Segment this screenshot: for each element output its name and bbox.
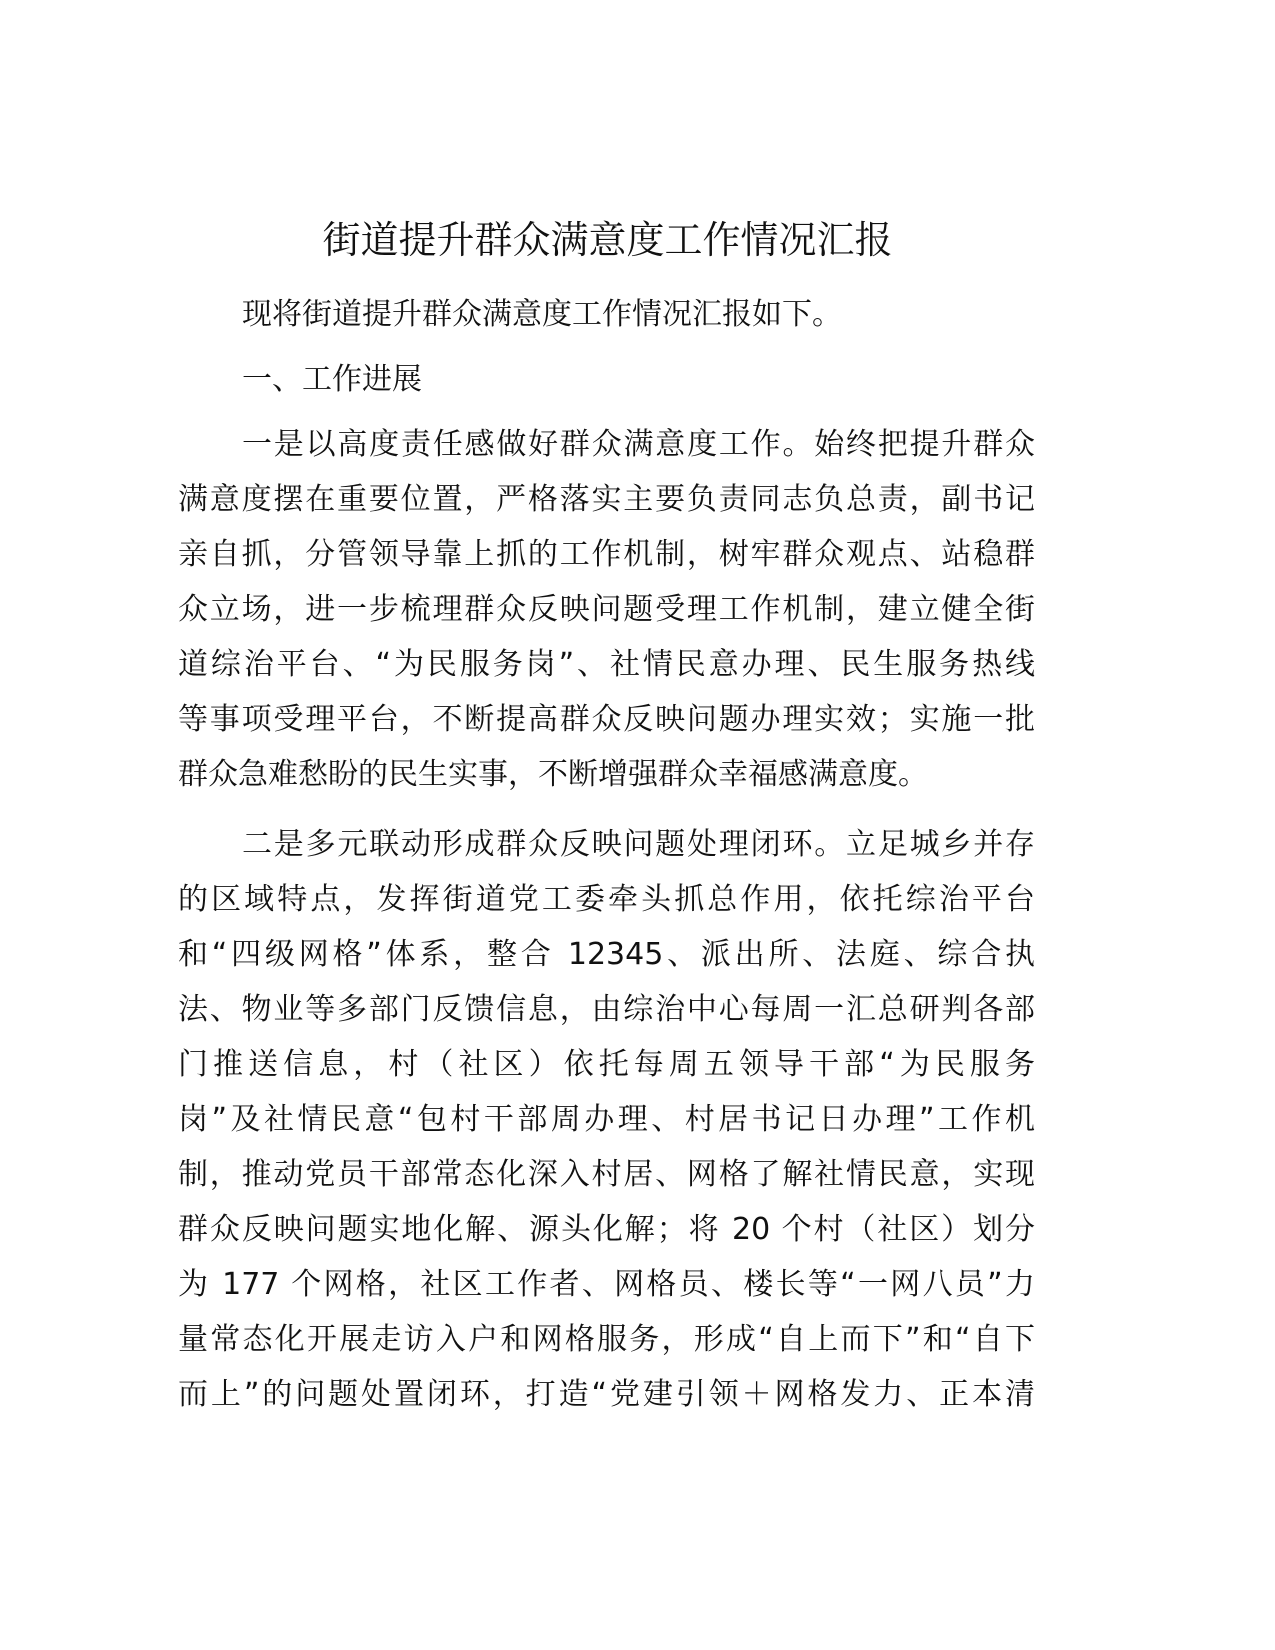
- paragraph-line: 量常态化开展走访入户和网格服务，形成“自上而下”和“自下: [178, 1322, 1035, 1357]
- paragraph-line: 众立场，进一步梳理群众反映问题受理工作机制，建立健全街: [178, 592, 1035, 627]
- paragraph-line: 门推送信息，村（社区）依托每周五领导干部“为民服务: [178, 1047, 1035, 1082]
- section-heading: 一、工作进展: [242, 362, 422, 397]
- paragraph-line: 为 177 个网格，社区工作者、网格员、楼长等“一网八员”力: [178, 1267, 1035, 1302]
- paragraph-line: 法、物业等多部门反馈信息，由综治中心每周一汇总研判各部: [178, 992, 1035, 1027]
- paragraph-line: 群众急难愁盼的民生实事，不断增强群众幸福感满意度。: [178, 757, 928, 792]
- paragraph-line: 的区域特点，发挥街道党工委牵头抓总作用，依托综治平台: [178, 882, 1035, 917]
- paragraph-line: 制，推动党员干部常态化深入村居、网格了解社情民意，实现: [178, 1157, 1035, 1192]
- paragraph-line: 等事项受理平台，不断提高群众反映问题办理实效；实施一批: [178, 702, 1035, 737]
- paragraph-line: 满意度摆在重要位置，严格落实主要负责同志负总责，副书记: [178, 482, 1035, 517]
- document-title: 街道提升群众满意度工作情况汇报: [322, 218, 893, 262]
- paragraph-line: 一是以高度责任感做好群众满意度工作。始终把提升群众: [242, 427, 1035, 462]
- paragraph-line: 道综治平台、“为民服务岗”、社情民意办理、民生服务热线: [178, 647, 1035, 682]
- paragraph-line: 亲自抓，分管领导靠上抓的工作机制，树牢群众观点、站稳群: [178, 537, 1035, 572]
- paragraph-line: 岗”及社情民意“包村干部周办理、村居书记日办理”工作机: [178, 1102, 1035, 1137]
- paragraph-line: 二是多元联动形成群众反映问题处理闭环。立足城乡并存: [242, 827, 1035, 862]
- paragraph-line: 群众反映问题实地化解、源头化解；将 20 个村（社区）划分: [178, 1212, 1035, 1247]
- paragraph-line: 而上”的问题处置闭环，打造“党建引领＋网格发力、正本清: [178, 1377, 1035, 1412]
- paragraph-line: 和“四级网格”体系，整合 12345、派出所、法庭、综合执: [178, 937, 1035, 972]
- intro-text: 现将街道提升群众满意度工作情况汇报如下。: [242, 297, 842, 332]
